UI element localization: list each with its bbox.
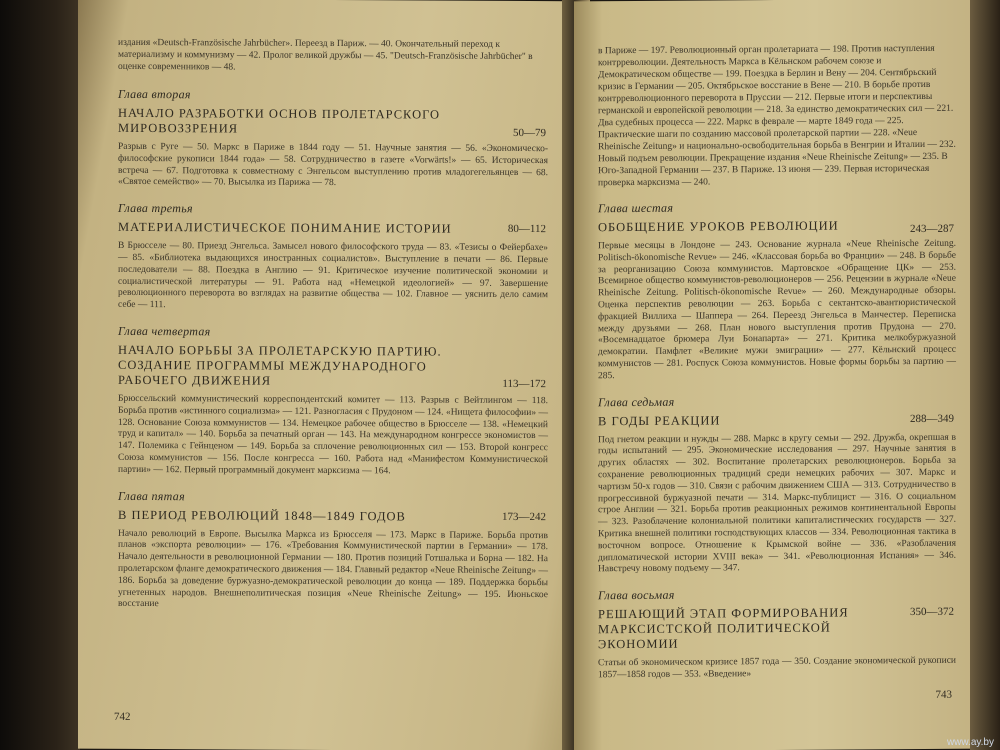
chapter-summary: Первые месяцы в Лондоне — 243. Основание журнала «Neue Rheinische Zeitung. Politisch-ökonomische Revue» — 246. «Классовая борьба во Франции» — 248. В борьбе за реорганизацию Союза коммунистов. Мартовское «Обращение ЦК» — 253. Всемирное общество коммунистов-революционеров — 256. Рецензии в журнале «Neue Rheinische Zeitung. Politisch-ökonomische Revue» — 260. Международные обзоры. Оценка перспектив революции — 263. Борьба с сектантско-авантюристической фракцией Виллиха — Шаппера — 264. Переезд Энгельса в Манчестер. Переписка между друзьями — 268. План нового выступления против Прудона — 270. «Восемнадцатое брюмера Луи Бонапарта» — 271. Критика мелкобуржуазной демократии. Памфлет «Великие мужи эмиграции» — 277. Кёльнский процесс коммунистов — 281. Роспуск Союза коммунистов. Новые формы борьбы за партию — 285.	[598, 238, 956, 382]
chapter-pages: 173—242	[502, 510, 546, 523]
chapter-label: Глава четвертая	[118, 323, 211, 339]
chapter-title: В ПЕРИОД РЕВОЛЮЦИЙ 1848—1849 ГОДОВ	[118, 507, 406, 523]
chapter-summary: Разрыв с Руге — 50. Маркс в Париже в 1844 году — 51. Научные занятия — 56. «Экономическо-философские рукописи 1844 года» — 58. Сотрудничество в газете «Vorwärts!» — 65. Историческая встреча — 67. Подготовка к совместному с Энгельсом выступлению против младогегельянцев — 68. «Святое семейство» — 70. Высылка из Парижа — 78.	[118, 141, 548, 189]
chapter-4	[118, 324, 548, 479]
chapter-pages: 350—372	[910, 605, 954, 619]
chapter-label: Глава седьмая	[598, 394, 675, 409]
right-top-snippet: в Париже — 197. Революционный орган пролетариата — 198. Против наступления контрреволюции. Деятельность Маркса в Кёльнском рабочем союзе и Демократическом обществе — 199. Поездка в Берлин и Вену — 204. Сентябрьский кризис в Германии — 205. Октябрьское восстание в Вене — 210. В борьбе против контрреволюционного переворота в Пруссии — 212. Первые итоги и перспективы германской и европейской революции — 218. За единство демократических сил — 221. Два судебных процесса — 222. Маркс в феврале — марте 1849 года — 225. Практические шаги по созданию массовой пролетарской партии — 228. «Neue Rheinische Zeitung» и национально-освободительная борьба в Венгрии и Италии — 232. Новый подъем революции. Прекращение издания «Neue Rheinische Zeitung» — 235. В Юго-Западной Германии — 237. В Париже. 13 июня — 239. Первая историческая проверка марксизма — 240.	[598, 43, 956, 189]
chapter-title: НАЧАЛО БОРЬБЫ ЗА ПРОЛЕТАРСКУЮ ПАРТИЮ. СОЗДАНИЕ ПРОГРАММЫ МЕЖДУНАРОДНОГО РАБОЧЕГО ДВИЖЕНИЯ	[118, 342, 442, 388]
chapter-label: Глава пятая	[118, 488, 185, 503]
chapter-pages: 243—287	[910, 222, 954, 236]
chapter-label: Глава восьмая	[598, 587, 675, 603]
background-shadow	[0, 0, 80, 750]
right-page	[574, 0, 976, 750]
chapter-7	[598, 392, 956, 576]
chapter-2	[118, 87, 548, 191]
chapter-pages: 113—172	[502, 377, 546, 391]
right-page-content	[598, 0, 956, 682]
chapter-pages: 50—79	[513, 126, 546, 140]
chapter-summary: Статьи об экономическом кризисе 1857 года — 350. Создание экономической рукописи 1857—1858 годов — 353. «Введение»	[598, 655, 956, 681]
chapter-label: Глава третья	[118, 201, 193, 216]
chapter-title: В ГОДЫ РЕАКЦИИ	[598, 412, 721, 428]
chapter-summary: Брюссельский коммунистический корреспондентский комитет — 113. Разрыв с Вейтлингом — 118. Борьба против «истинного социализма» — 121. Разногласия с Прудоном — 124. «Нищета философии» — 128. Основание Союза коммунистов — 134. Немецкое рабочее общество в Брюсселе — 138. «Немецкий труд и капитал» — 140. Борьба за печатный орган — 143. На международном конгрессе экономистов — 147. Полемика с Гейнценом — 149. Борьба за сплочение революционных сил — 153. Второй конгресс Союза коммунистов — 156. После конгресса — 160. Работа над «Манифестом Коммунистической партии» — 162. Первый программный документ марксизма — 164.	[118, 393, 548, 477]
background-edge	[970, 0, 1000, 750]
chapter-title: МАТЕРИАЛИСТИЧЕСКОЕ ПОНИМАНИЕ ИСТОРИИ	[118, 220, 452, 236]
chapter-label: Глава шестая	[598, 200, 674, 216]
watermark: www.ay.by	[946, 737, 994, 748]
page-number: 743	[935, 688, 952, 701]
left-top-snippet: издания «Deutsch-Französische Jahrbücher». Переезд в Париж. — 40. Окончательный переход к материализму и коммунизму — 42. Пролог великой дружбы — 45. "Deutsch-Französische Jahrbücher" в оценке современников — 48.	[118, 37, 533, 73]
chapter-title: НАЧАЛО РАЗРАБОТКИ ОСНОВ ПРОЛЕТАРСКОГО МИРОВОЗЗРЕНИЯ	[118, 105, 441, 136]
left-page-content	[118, 0, 548, 613]
chapter-summary: В Брюсселе — 80. Приезд Энгельса. Замысел нового философского труда — 83. «Тезисы о Фейербахе» — 85. «Библиотека выдающихся иностранных социалистов». Выступление в печати — 86. Первые последователи — 88. Поездка в Англию — 91. Критическое изучение политической экономии и социалистической литературы — 91. Работа над «Немецкой идеологией» — 97. Завершение революционного переворота во взглядах на развитие общества — 102. Главное — уяснить дело самим себе — 111.	[118, 241, 548, 311]
chapter-title: РЕШАЮЩИЙ ЭТАП ФОРМИРОВАНИЯ МАРКСИСТСКОЙ ПОЛИТИЧЕСКОЙ ЭКОНОМИИ	[598, 605, 849, 652]
chapter-pages: 288—349	[910, 412, 954, 425]
chapter-summary: Под гнетом реакции и нужды — 288. Маркс в кругу семьи — 292. Дружба, окрепшая в годы испытаний — 295. Экономические исследования — 297. Научные занятия в других областях — 302. Воспитание пролетарских революционеров. Борьба за сохранение революционных традиций среди немецких рабочих — 307. Маркс и чартизм 50-х годов — 310. Связи с рабочим движением США — 313. Сотрудничество в прогрессивной буржуазной печати — 314. Маркс-публицист — 316. О социальном строе Англии — 321. Борьба против реакционных режимов континентальной Европы — 323. Разоблачение колониальной политики капиталистических государств — 327. Критика внешней политики господствующих классов — 334. Революционная тактика в восточном вопросе. Отношение к Крымской войне — 336. «Разоблачения дипломатической истории XVIII века» — 341. «Революционная Испания» — 346. Навстречу новому подъему — 347.	[598, 432, 956, 575]
page-number: 742	[114, 710, 131, 723]
chapter-summary: Начало революций в Европе. Высылка Маркса из Брюсселя — 173. Маркс в Париже. Борьба против планов «экспорта революции» — 176. «Требования Коммунистической партии в Германии» — 178. Начало деятельности в революционной Германии — 180. Против позиций Готшалька и Борна — 182. На пролетарском фланге демократического движения — 184. Главный редактор «Neue Rheinische Zeitung» — 186. Борьба за доведение буржуазно-демократической революции до конца — 189. Поддержка борьбы угнетенных народов. Внешнеполитическая позиция «Neue Rheinische Zeitung» — 195. Июньское восстание	[118, 528, 548, 610]
left-page	[78, 0, 588, 750]
chapter-title: ОБОБЩЕНИЕ УРОКОВ РЕВОЛЮЦИИ	[598, 218, 839, 235]
chapter-3	[118, 201, 548, 314]
chapter-8	[598, 586, 956, 682]
chapter-pages: 80—112	[507, 223, 546, 236]
chapter-6	[598, 199, 956, 383]
chapter-label: Глава вторая	[118, 86, 191, 102]
chapter-5	[118, 488, 548, 613]
